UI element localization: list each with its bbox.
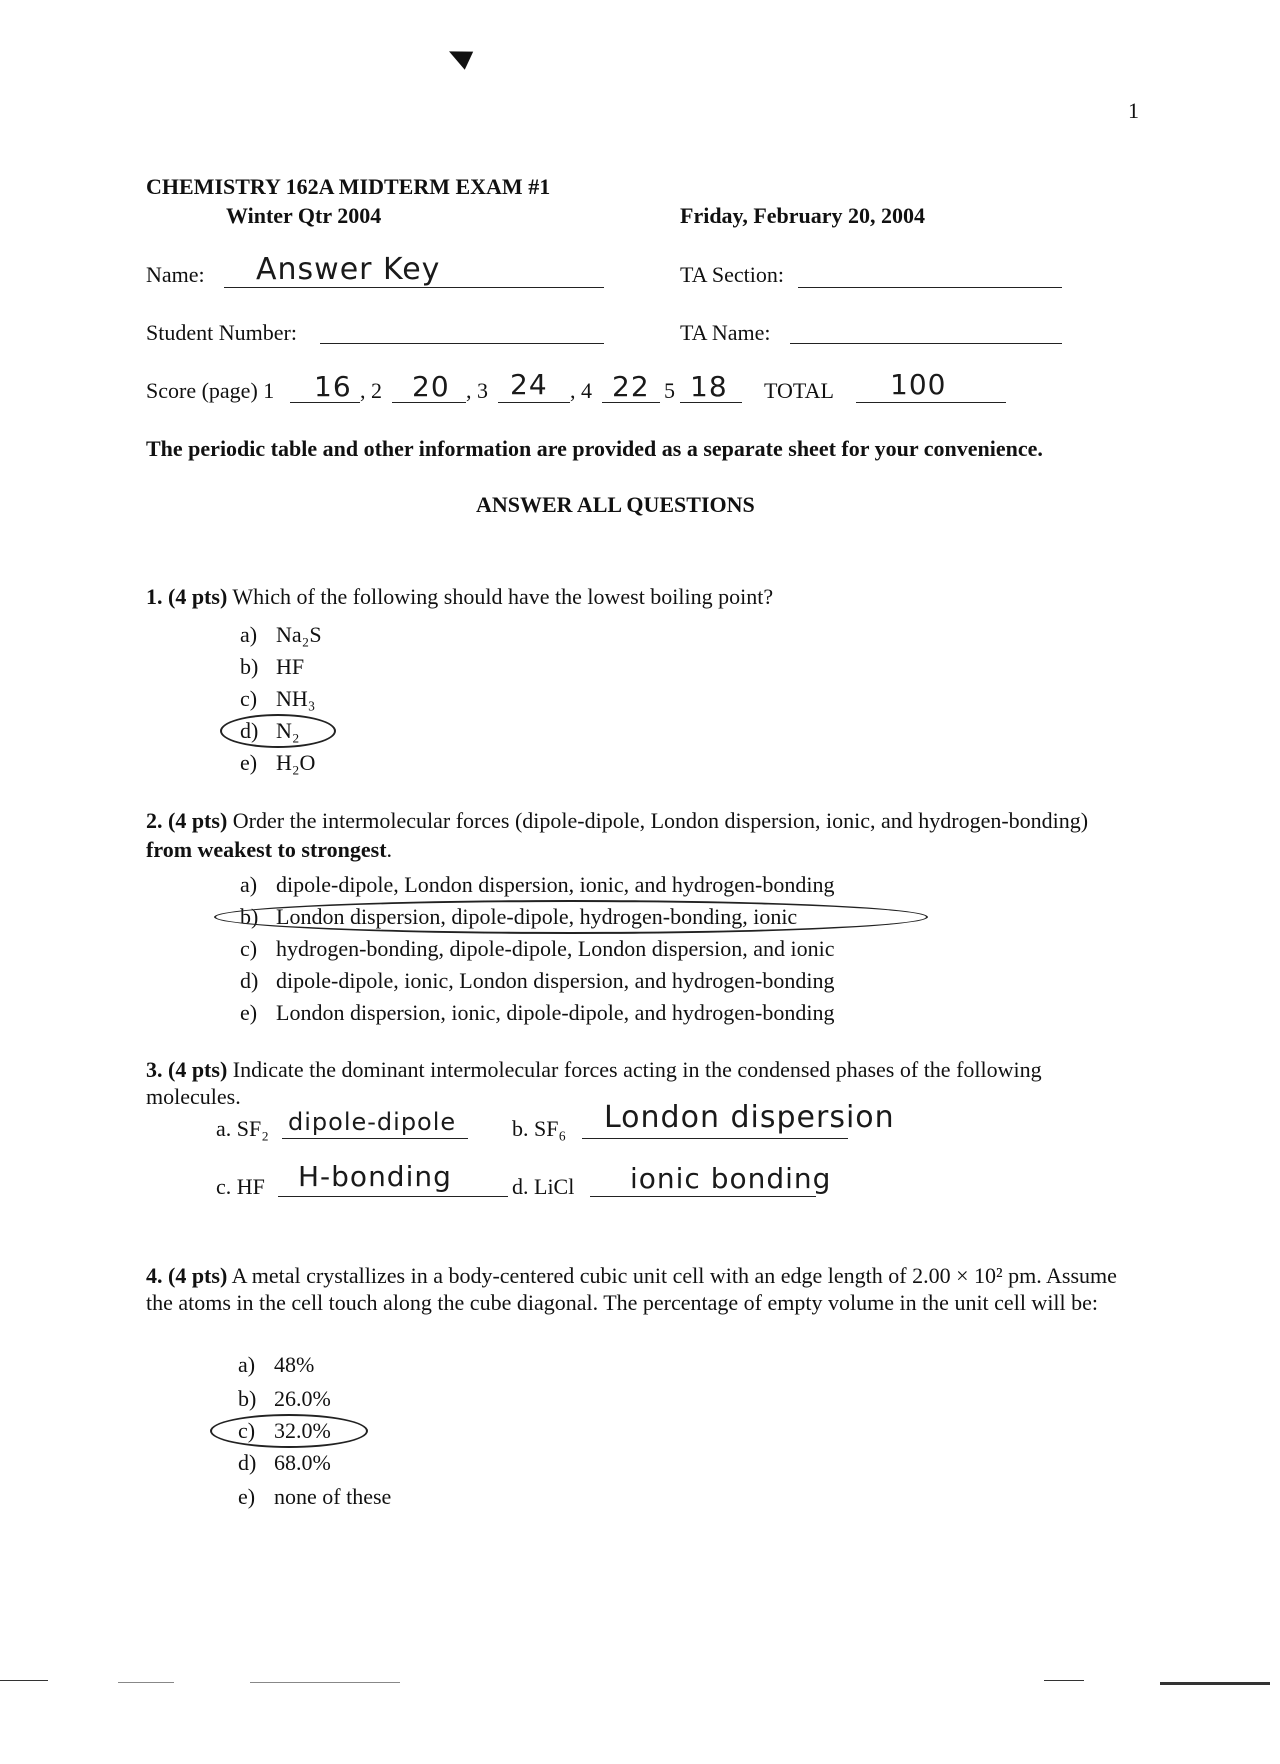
score-sep5: 5 [664,378,675,403]
q3-c-label: c. HF [216,1174,265,1199]
q3-a-label: a. SF₂ [216,1116,269,1141]
total-value: 100 [890,368,947,401]
q3-points: (4 pts) [168,1057,228,1082]
ta-section-label: TA Section: [680,262,784,287]
scan-edge-mark [1160,1682,1270,1685]
name-field-line[interactable] [224,287,604,288]
answer-all-instruction: ANSWER ALL QUESTIONS [476,492,755,517]
scan-edge-mark [1044,1680,1084,1681]
score-sep4: , 4 [570,378,592,403]
q2-option-c[interactable]: c) hydrogen-bonding, dipole-dipole, London dispersion, and ionic [240,936,835,961]
q4-number: 4. [146,1263,163,1288]
ta-name-field[interactable] [790,343,1062,344]
score-sep3: , 3 [466,378,488,403]
score-p3: 24 [510,368,548,401]
score-p4: 22 [612,370,650,403]
q1-option-d[interactable]: d) N₂ [240,718,300,743]
ta-name-label: TA Name: [680,320,771,345]
q4-answer-circle [210,1414,368,1448]
q2-points: (4 pts) [168,808,228,833]
q1-text: Which of the following should have the lowest boiling point? [232,584,774,609]
name-label: Name: [146,262,205,287]
q3-a-line[interactable] [282,1138,468,1139]
total-line [856,402,1006,403]
q4-points: (4 pts) [168,1263,228,1288]
q3-b-line[interactable] [582,1138,848,1139]
q3-b-label: b. SF₆ [512,1116,567,1141]
q4-text: A metal crystallizes in a body-centered cubic unit cell with an edge length of 2.00 × 10² pm. Assume the atoms in the cell touch along the cube diagonal. The percentage of empty volume in the unit cell will be: [146,1263,1117,1315]
student-number-field[interactable] [320,343,604,344]
scan-edge-mark [250,1682,400,1683]
q3-c-line[interactable] [278,1196,508,1197]
student-number-label: Student Number: [146,320,297,345]
q1-points: (4 pts) [168,584,228,609]
q3-text: Indicate the dominant intermolecular forces acting in the condensed phases of the following molecules. [146,1057,1042,1109]
q3-a-answer: dipole-dipole [288,1108,457,1136]
q3-b-answer: London dispersion [604,1100,895,1135]
q2-option-d[interactable]: d) dipole-dipole, ionic, London dispersion, and hydrogen-bonding [240,968,835,993]
score-sep2: , 2 [360,378,382,403]
score-p2: 20 [412,370,450,403]
q3-d-line[interactable] [590,1196,816,1197]
periodic-table-notice: The periodic table and other information are provided as a separate sheet for your convenience. [146,436,1043,461]
q3-d-label: d. LiCl [512,1174,575,1199]
q1-option-e[interactable]: e) H₂O [240,750,316,775]
q4-option-c[interactable]: c) 32.0% [238,1418,331,1443]
name-value: Answer Key [256,252,441,287]
q1-option-a[interactable]: a) Na₂S [240,622,322,647]
q2-option-e[interactable]: e) London dispersion, ionic, dipole-dipole, and hydrogen-bonding [240,1000,835,1025]
q3-d-answer: ionic bonding [630,1162,832,1195]
q3-c-answer: H-bonding [298,1160,452,1193]
q2-number: 2. [146,808,163,833]
total-label: TOTAL [764,378,834,403]
q3-number: 3. [146,1057,163,1082]
q4-option-b[interactable]: b) 26.0% [238,1386,331,1411]
question-2: 2. (4 pts) Order the intermolecular forces (dipole-dipole, London dispersion, ionic, and hydrogen-bonding) from weakest to strongest. [146,808,1089,862]
q4-option-e[interactable]: e) none of these [238,1484,392,1509]
ta-section-field[interactable] [798,287,1062,288]
q4-option-d[interactable]: d) 68.0% [238,1450,331,1475]
scan-arrow-mark [445,42,473,69]
scan-edge-mark [118,1682,174,1683]
exam-date: Friday, February 20, 2004 [680,203,926,228]
page-number: 1 [1128,98,1139,123]
exam-title: CHEMISTRY 162A MIDTERM EXAM #1 [146,174,551,199]
q4-option-a[interactable]: a) 48% [238,1352,315,1377]
score-p5: 18 [690,370,728,403]
q1-answer-circle [220,714,336,748]
q1-option-c[interactable]: c) NH₃ [240,686,316,711]
q2-option-a[interactable]: a) dipole-dipole, London dispersion, ionic, and hydrogen-bonding [240,872,835,897]
question-4 [146,1262,1136,1316]
q1-number: 1. [146,584,163,609]
score-p1: 16 [314,370,352,403]
q2-answer-circle [214,900,928,934]
question-1 [146,584,773,610]
scan-edge-mark [0,1680,48,1681]
q1-option-b[interactable]: b) HF [240,654,305,679]
exam-term: Winter Qtr 2004 [226,203,382,228]
score-p3-line [498,402,570,403]
q2-option-b[interactable]: b) London dispersion, dipole-dipole, hydrogen-bonding, ionic [240,904,798,929]
q2-text: Order the intermolecular forces (dipole-dipole, London dispersion, ionic, and hydrogen-bonding) [232,808,1089,833]
score-label: Score (page) 1 [146,378,275,403]
q2-emphasis: from weakest to strongest [146,837,387,862]
